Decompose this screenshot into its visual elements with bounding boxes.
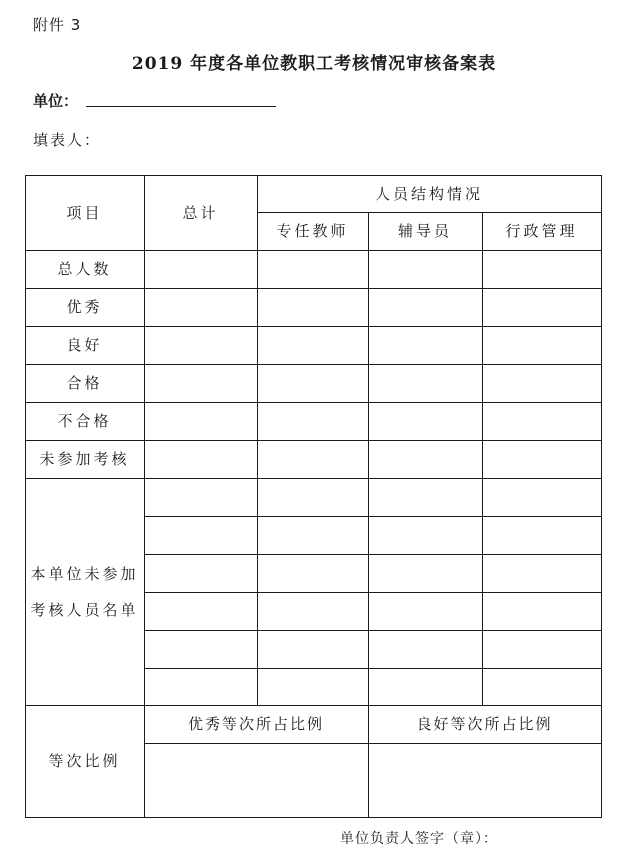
header-structure: 人员结构情况 [374,184,483,203]
header-teacher: 专任教师 [276,222,349,240]
ratio-good-header: 良好等次所占比例 [416,715,553,733]
row-label-total: 总人数 [57,260,112,278]
absent-names-label-line1: 本单位未参加 [30,564,139,583]
absent-names-label-line2: 考核人员名单 [30,600,139,619]
filler-label: 填表人： [33,131,102,149]
ratio-label: 等次比例 [48,752,121,770]
header-total: 总计 [182,203,219,222]
header-item: 项目 [66,203,103,222]
row-label-absent: 未参加考核 [39,450,130,468]
page-title: 2019 年度各单位教职工考核情况审核备案表 [131,54,497,74]
header-counselor: 辅导员 [397,222,452,240]
row-label-excellent: 优秀 [66,298,103,316]
row-label-pass: 合格 [66,374,103,392]
unit-label: 单位： [33,92,79,110]
ratio-excellent-header: 优秀等次所占比例 [187,715,324,733]
header-admin: 行政管理 [505,222,578,240]
row-label-good: 良好 [66,336,103,354]
row-label-fail: 不合格 [57,412,112,430]
signature-label: 单位负责人签字（章）： [340,831,498,847]
absent-names-label [25,478,144,705]
attachment-number: 附件 3 [33,16,82,34]
